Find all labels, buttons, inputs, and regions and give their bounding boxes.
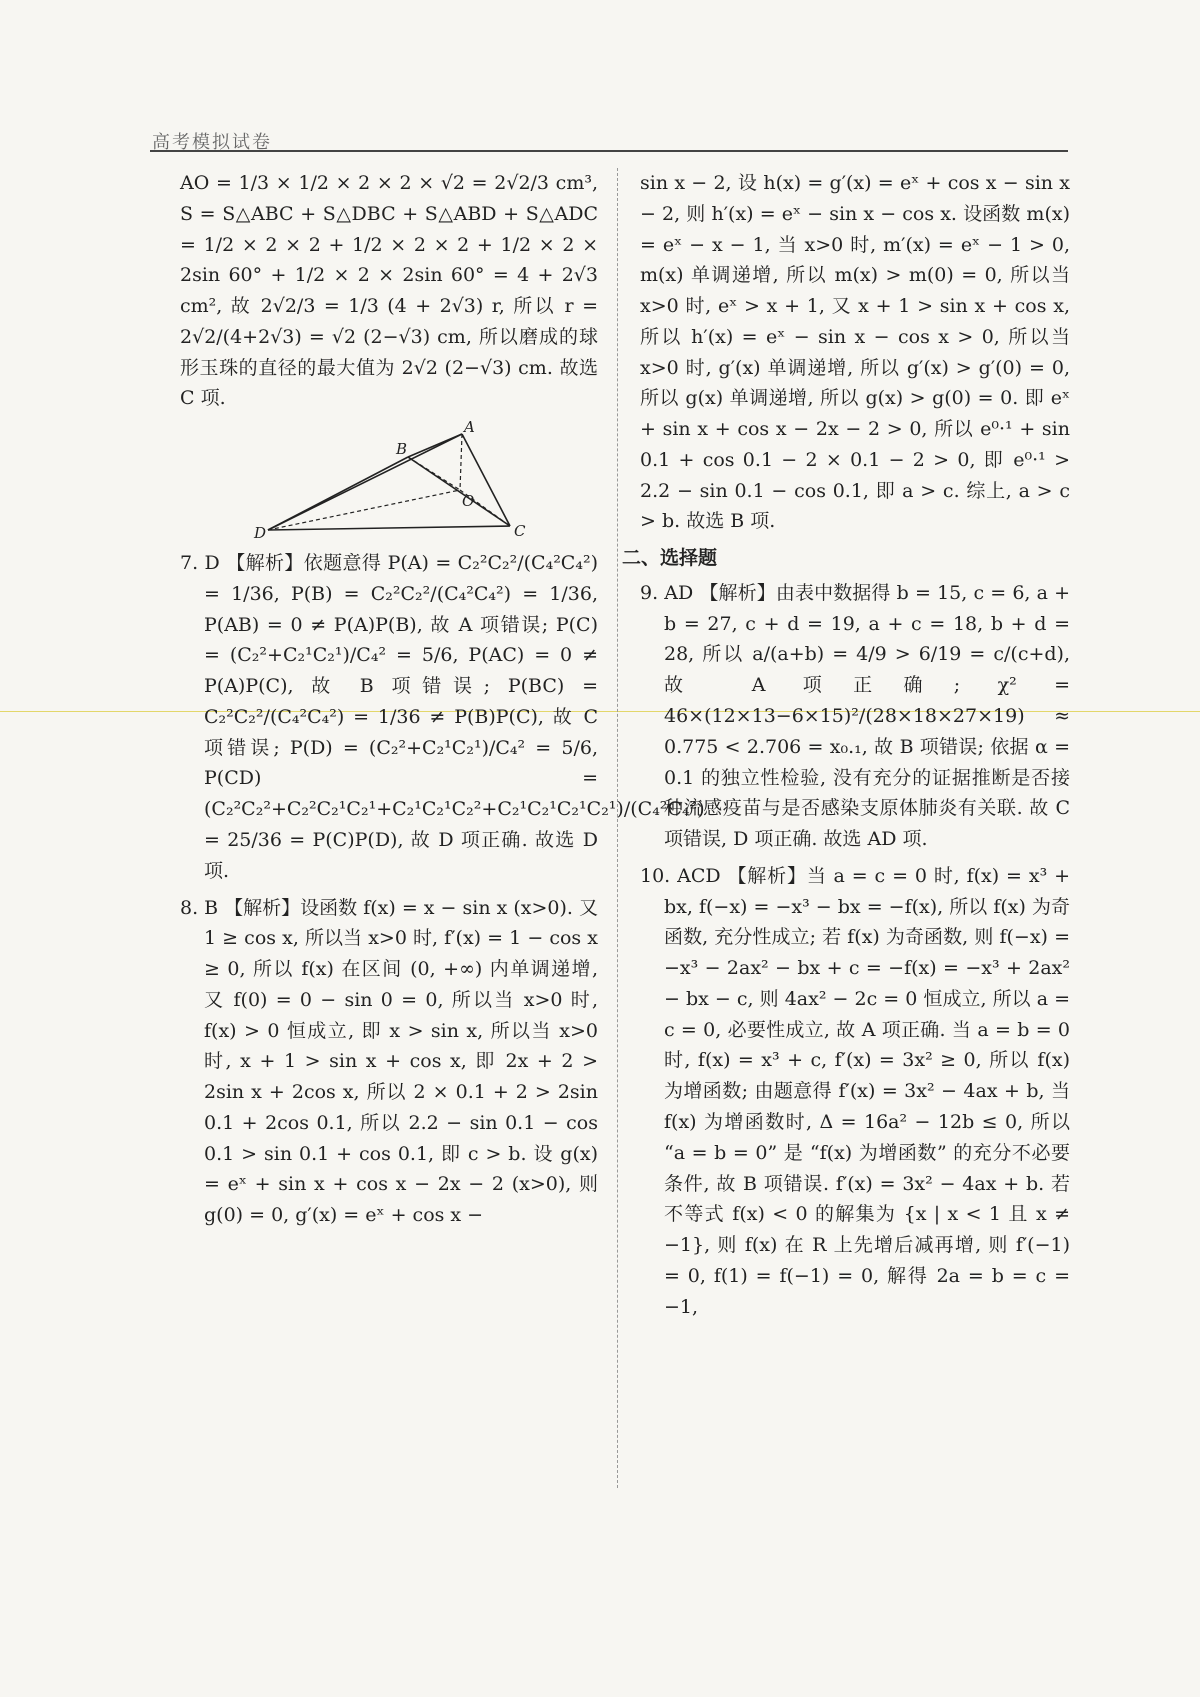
label-c: C bbox=[514, 522, 526, 541]
section-title: 二、选择题 bbox=[622, 547, 718, 570]
label-a: A bbox=[464, 420, 475, 437]
question-7-solution: 7. D 【解析】依题意得 P(A) = C₂²C₂²/(C₄²C₄²) = 1/36, P(B) = C₂²C₂²/(C₄²C₄²) = 1/36, P(AB) = 0 ≠ P(A)P(B), 故 A 项错误; P(C) = (C₂²+C₂¹C₂¹)/C₄² = 5/6, P(AC) = 0 ≠ P(A)P(C), 故 B 项错误; P(BC) = C₂²C₂²/(C₄²C₄²) = 1/36 ≠ P(B)P(C), 故 C 项错误; P(D) = (C₂²+C₂¹C₂¹)/C₄² = 5/6, P(CD) = (C₂²C₂²+C₂²C₂¹C₂¹+C₂¹C₂¹C₂²+C₂¹C₂¹C₂¹C₂¹)/(C₄²C₄²) = 25/36 = P(C)P(D), 故 D 项正确. 故选 D 项. bbox=[180, 552, 705, 882]
label-b: B bbox=[396, 440, 408, 459]
tetrahedron-figure bbox=[250, 420, 550, 540]
question-10-solution: 10. ACD 【解析】当 a = c = 0 时, f(x) = x³ + bx, f(−x) = −x³ − bx = −f(x), 所以 f(x) 为奇函数, 充分性成立; 若 f(x) 为奇函数, 则 f(−x) = −x³ − 2ax² − bx + c = −f(x) = −x³ + 2ax² − bx − c, 则 4ax² − 2c = 0 恒成立, 所以 a = c = 0, 必要性成立, 故 A 项正确. 当 a = b = 0 时, f(x) = x³ + c, f′(x) = 3x² ≥ 0, 所以 f(x) 为增函数; 由题意得 f′(x) = 3x² − 4ax + b, 当 f(x) 为增函数时, Δ = 16a² − 12b ≤ 0, 所以 “a = b = 0” 是 “f(x) 为增函数” 的充分不必要条件, 故 B 项错误. f′(x) = 3x² − 4ax + b. 若不等式 f(x) < 0 的解集为 {x | x < 1 且 x ≠ −1}, 则 f(x) 在 R 上先增后减再增, 则 f′(−1) = 0, f(1) = f(−1) = 0, 解得 2a = b = c = −1, bbox=[640, 864, 1070, 1318]
solution-ao-paragraph: AO = 1/3 × 1/2 × 2 × 2 × √2 = 2√2/3 cm³, S = S△ABC + S△DBC + S△ABD + S△ADC = 1/2 × 2 × 2 + 1/2 × 2 × 2 + 1/2 × 2 × 2sin 60° + 1/2 × 2 × 2sin 60° = 4 + 2√3 cm², 故 2√2/3 = 1/3 (4 + 2√3) r, 所以 r = 2√2/(4+2√3) = √2 (2−√3) cm, 所以磨成的球形玉珠的直径的最大值为 2√2 (2−√3) cm. 故选 C 项. bbox=[180, 172, 598, 410]
right-column bbox=[622, 168, 1070, 1328]
label-d: D bbox=[254, 524, 267, 541]
column-divider bbox=[617, 168, 618, 1488]
question-8-solution-part2: sin x − 2, 设 h(x) = g′(x) = eˣ + cos x − sin x − 2, 则 h′(x) = eˣ − sin x − cos x. 设函数 m(x) = eˣ − x − 1, 当 x>0 时, m′(x) = eˣ − 1 > 0, m(x) 单调递增, 所以 m(x) > m(0) = 0, 所以当 x>0 时, eˣ > x + 1, 又 x + 1 > sin x + cos x, 所以 h′(x) = eˣ − sin x − cos x > 0, 所以当 x>0 时, g′(x) 单调递增, 所以 g′(x) > g′(0) = 0, 所以 g(x) 单调递增, 所以 g(x) > g(0) = 0. 即 eˣ + sin x + cos x − 2x − 2 > 0, 所以 e⁰·¹ + sin 0.1 + cos 0.1 − 2 × 0.1 − 2 > 0, 即 e⁰·¹ > 2.2 − sin 0.1 − cos 0.1, 即 a > c. 综上, a > c > b. 故选 B 项. bbox=[640, 172, 1070, 533]
running-title: 高考模拟试卷 bbox=[152, 132, 272, 153]
question-8-solution-part1: 8. B 【解析】设函数 f(x) = x − sin x (x>0). 又 1 ≥ cos x, 所以当 x>0 时, f′(x) = 1 − cos x ≥ 0, 所以 f(x) 在区间 (0, +∞) 内单调递增, 又 f(0) = 0 − sin 0 = 0, 所以当 x>0 时, f(x) > 0 恒成立, 即 x > sin x, 所以当 x>0 时, x + 1 > sin x + cos x, 即 2x + 2 > 2sin x + 2cos x, 所以 2 × 0.1 + 2 > 2sin 0.1 + 2cos 0.1, 所以 2.2 − sin 0.1 − cos 0.1 > sin 0.1 + cos 0.1, 即 c > b. 设 g(x) = eˣ + sin x + cos x − 2x − 2 (x>0), 则 g(0) = 0, g′(x) = eˣ + cos x − bbox=[180, 896, 598, 1227]
label-o: O bbox=[462, 492, 475, 511]
question-9-solution: 9. AD 【解析】由表中数据得 b = 15, c = 6, a + b = 27, c + d = 19, a + c = 18, b + d = 28, 所以 a/(a+b) = 4/9 > 6/19 = c/(c+d), 故 A 项正确; χ² = 46×(12×13−6×15)²/(28×18×27×19) ≈ 0.775 < 2.706 = x₀.₁, 故 B 项错误; 依据 α = 0.1 的独立性检验, 没有充分的证据推断是否接种流感疫苗与是否感染支原体肺炎有关联. 故 C 项错误, D 项正确. 故选 AD 项. bbox=[640, 581, 1070, 851]
header-rule bbox=[150, 150, 1068, 152]
